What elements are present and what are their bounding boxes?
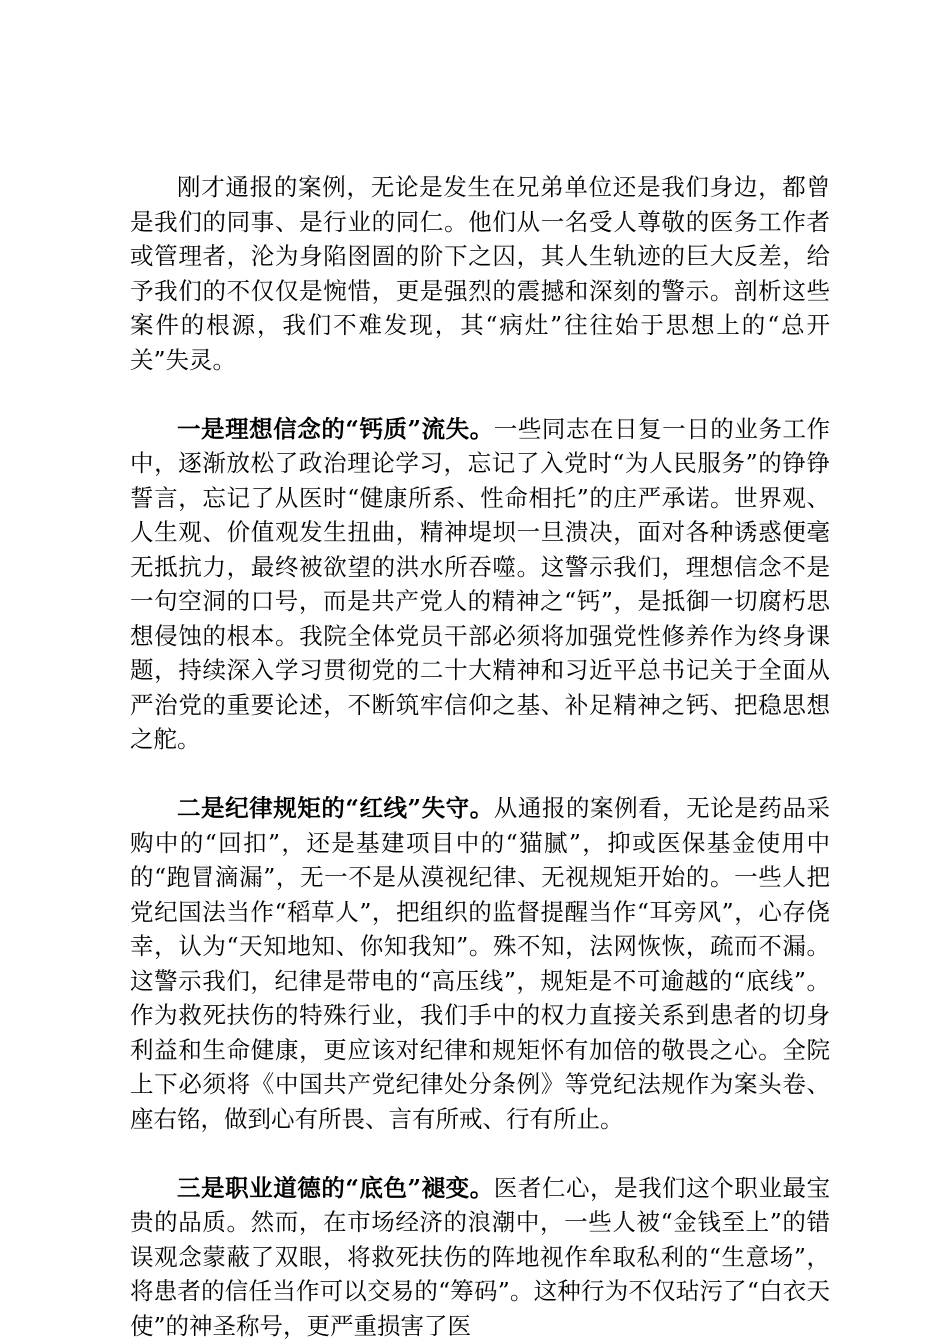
document-page (130, 170, 830, 1343)
paragraph-lead: 一是理想信念的“钙质”流失。 (177, 414, 494, 443)
paragraph-point-three (130, 1171, 830, 1344)
paragraph-text: 医者仁心，是我们这个职业最宝贵的品质。然而，在市场经济的浪潮中，一些人被“金钱至上”的错误观念蒙蔽了双眼，将救死扶伤的阵地视作牟取私利的“生意场”，将患者的信任当作可以交易的“筹码”。这种行为不仅玷污了“白衣天使”的神圣称号，更严重损害了医 (130, 1173, 830, 1340)
paragraph-point-one (130, 412, 830, 757)
paragraph-text: 刚才通报的案例，无论是发生在兄弟单位还是我们身边，都曾是我们的同事、是行业的同仁。他们从一名受人尊敬的医务工作者或管理者，沦为身陷囹圄的阶下之囚，其人生轨迹的巨大反差，给予我们的不仅仅是惋惜，更是强烈的震撼和深刻的警示。剖析这些案件的根源，我们不难发现，其“病灶”往往始于思想上的“总开关”失灵。 (130, 173, 830, 374)
paragraph-point-two (130, 791, 830, 1136)
paragraph-intro (130, 170, 830, 377)
paragraph-lead: 二是纪律规矩的“红线”失守。 (177, 794, 494, 822)
paragraph-text: 一些同志在日复一日的业务工作中，逐渐放松了政治理论学习，忘记了入党时“为人民服务”的铮铮誓言，忘记了从医时“健康所系、性命相托”的庄严承诺。世界观、人生观、价值观发生扭曲，精神堤坝一旦溃决，面对各种诱惑便毫无抵抗力，最终被欲望的洪水所吞噬。这警示我们，理想信念不是一句空洞的口号，而是共产党人的精神之“钙”，是抵御一切腐朽思想侵蚀的根本。我院全体党员干部必须将加强党性修养作为终身课题，持续深入学习贯彻党的二十大精神和习近平总书记关于全面从严治党的重要论述，不断筑牢信仰之基、补足精神之钙、把稳思想之舵。 (130, 414, 830, 753)
paragraph-text: 从通报的案例看，无论是药品采购中的“回扣”，还是基建项目中的“猫腻”，抑或医保基金使用中的“跑冒滴漏”，无一不是从漠视纪律、无视规矩开始的。一些人把党纪国法当作“稻草人”，把组织的监督提醒当作“耳旁风”，心存侥幸，认为“天知地知、你知我知”。殊不知，法网恢恢，疏而不漏。这警示我们，纪律是带电的“高压线”，规矩是不可逾越的“底线”。作为救死扶伤的特殊行业，我们手中的权力直接关系到患者的切身利益和生命健康，更应该对纪律和规矩怀有加倍的敬畏之心。全院上下必须将《中国共产党纪律处分条例》等党纪法规作为案头卷、座右铭，做到心有所畏、言有所戒、行有所止。 (130, 794, 830, 1133)
paragraph-lead: 三是职业道德的“底色”褪变。 (177, 1173, 494, 1202)
